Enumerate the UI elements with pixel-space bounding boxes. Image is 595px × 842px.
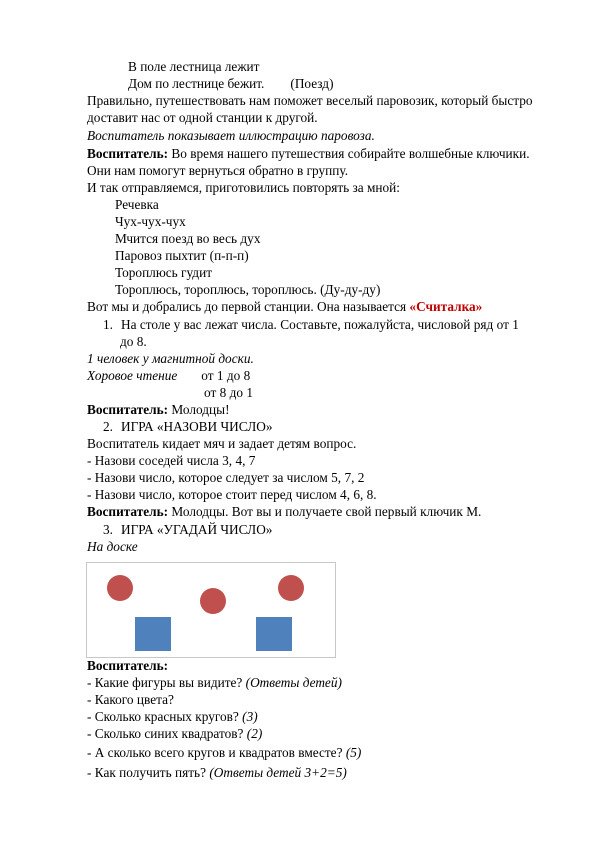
question-line: - А сколько всего кругов и квадратов вместе? (5)	[87, 745, 362, 760]
red-circle	[200, 588, 226, 614]
paragraph-line: Они нам помогут вернуться обратно в группу.	[87, 163, 349, 178]
speaker-label: Воспитатель:	[87, 658, 169, 673]
question-line: - Назови число, которое следует за числом 5, 7, 2	[87, 470, 365, 485]
teacher-line: Воспитатель: Молодцы!	[87, 402, 230, 417]
riddle-line-1: В поле лестница лежит	[128, 59, 260, 74]
teacher-line: Воспитатель: Во время нашего путешествия собирайте волшебные ключики.	[87, 146, 530, 161]
list-item-1: 1. На столе у вас лежат числа. Составьте, пожалуйста, числовой ряд от 1	[103, 317, 519, 332]
paragraph-line: Воспитатель кидает мяч и задает детям вопрос.	[87, 436, 357, 451]
riddle-answer: (Поезд)	[290, 76, 334, 91]
speaker-label: Воспитатель:	[87, 504, 169, 519]
chant-line: Чух-чух-чух	[115, 214, 186, 229]
chant-title: Речевка	[115, 197, 159, 212]
riddle-line-2	[128, 75, 334, 92]
blue-square	[256, 617, 292, 651]
list-number: 2.	[103, 419, 113, 434]
paragraph-line: И так отправляемся, приготовились повторять за мной:	[87, 180, 400, 195]
riddle-text: Дом по лестнице бежит.	[128, 76, 265, 91]
chant-line: Тороплюсь, тороплюсь, тороплюсь. (Ду-ду-ду)	[115, 282, 381, 297]
question-line: - Сколько красных кругов? (3)	[87, 709, 258, 724]
question-line: - Назови соседей числа 3, 4, 7	[87, 453, 256, 468]
chant-line: Тороплюсь гудит	[115, 265, 212, 280]
list-number: 1.	[103, 317, 113, 332]
red-circle	[107, 575, 133, 601]
paragraph-line: доставит нас от одной станции к другой.	[87, 110, 318, 125]
question-line: - Какие фигуры вы видите? (Ответы детей)	[87, 675, 342, 690]
question-line: - Назови число, которое стоит перед числом 4, 6, 8.	[87, 487, 377, 502]
question-line: - Как получить пять? (Ответы детей 3+2=5)	[87, 765, 347, 780]
chant-line: Паровоз пыхтит (п-п-п)	[115, 248, 249, 263]
board-figure	[86, 562, 336, 658]
teacher-line: Воспитатель: Молодцы. Вот вы и получаете свой первый ключик М.	[87, 504, 482, 519]
station-line: Вот мы и добрались до первой станции. Она называется «Считалка»	[87, 299, 483, 314]
list-item-3: 3. ИГРА «УГАДАЙ ЧИСЛО»	[103, 522, 273, 537]
list-item-1-cont: до 8.	[120, 334, 147, 349]
stage-direction: На доске	[87, 539, 138, 554]
paragraph-line: Правильно, путешествовать нам поможет веселый паровозик, который быстро	[87, 93, 533, 108]
speaker-label: Воспитатель:	[87, 402, 169, 417]
chant-line: Мчится поезд во весь дух	[115, 231, 261, 246]
list-item-2: 2. ИГРА «НАЗОВИ ЧИСЛО»	[103, 419, 273, 434]
list-number: 3.	[103, 522, 113, 537]
stage-direction: 1 человек у магнитной доски.	[87, 351, 254, 366]
question-line: - Сколько синих квадратов? (2)	[87, 726, 263, 741]
stage-direction: Воспитатель показывает иллюстрацию паровоза.	[87, 128, 375, 143]
speaker-label: Воспитатель:	[87, 146, 169, 161]
station-name: «Считалка»	[409, 299, 483, 314]
red-circle	[278, 575, 304, 601]
blue-square	[135, 617, 171, 651]
choral-reading-line: Хоровое чтение от 1 до 8	[87, 368, 251, 383]
choral-reading-line-2: от 8 до 1	[204, 385, 253, 400]
question-line: - Какого цвета?	[87, 692, 174, 707]
